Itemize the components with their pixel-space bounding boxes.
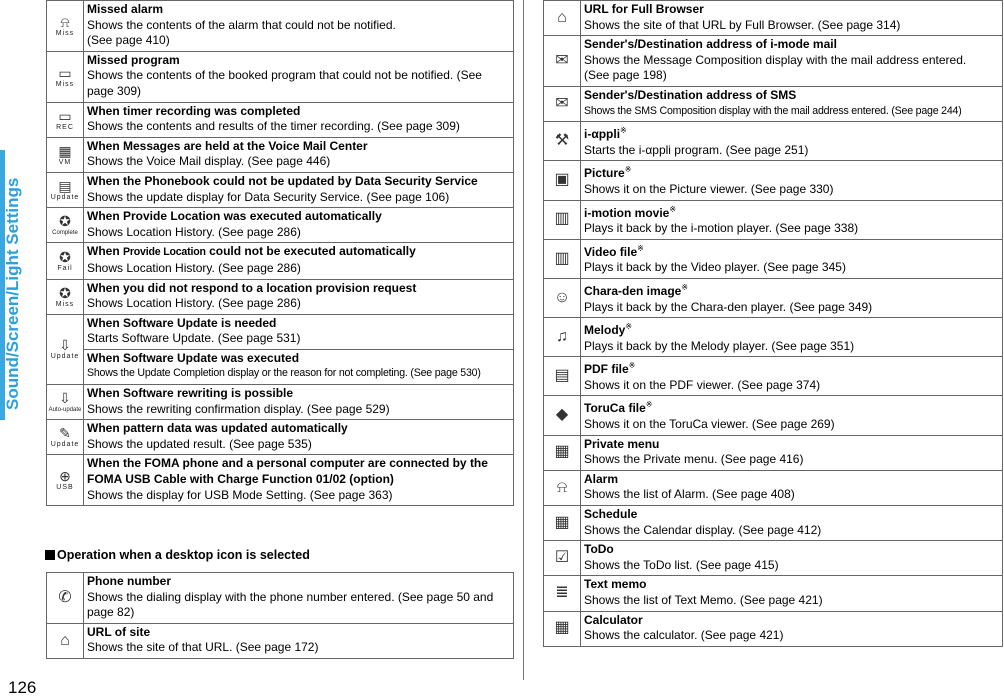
entry-description: Starts the i-αppli program. (See page 251) xyxy=(584,142,809,157)
entry-title-part: When xyxy=(87,244,123,259)
entry-title-text: Video file xyxy=(584,244,638,259)
section-bullet-icon xyxy=(45,550,55,560)
full-browser-icon: ⌂ xyxy=(557,8,567,26)
icon-cell xyxy=(47,51,84,102)
entry-description: Shows the Update Completion display or the reason for not completing. (See page 530) xyxy=(87,367,481,380)
table-row xyxy=(544,86,1003,121)
icon-cell xyxy=(544,318,581,357)
note-mark: ※ xyxy=(620,126,627,136)
entry-text xyxy=(581,435,1003,470)
table-row xyxy=(47,623,514,658)
entry-title xyxy=(584,542,999,558)
side-tab xyxy=(0,0,28,698)
private-menu-icon: ▦ xyxy=(554,443,570,461)
table-row xyxy=(544,470,1003,505)
entry-title xyxy=(584,319,999,339)
schedule-icon: ▦ xyxy=(554,513,570,531)
table-row xyxy=(47,420,514,455)
entry-title xyxy=(87,625,510,641)
entry-title-text: Schedule xyxy=(584,507,638,522)
entry-text xyxy=(581,86,1003,121)
entry-text xyxy=(581,576,1003,611)
entry-description: Plays it back by the Chara-den player. (See page 349) xyxy=(584,299,873,314)
page-number: 126 xyxy=(8,678,37,697)
toruca-icon: ◆ xyxy=(555,406,569,424)
table-row xyxy=(544,239,1003,278)
entry-description: Plays it back by the Melody player. (See page 351) xyxy=(584,338,855,353)
table-row xyxy=(47,1,514,52)
entry-title-text: URL for Full Browser xyxy=(584,2,704,16)
icon-caption: VM xyxy=(58,158,72,166)
entry-text xyxy=(84,172,514,207)
entry-title xyxy=(87,2,510,18)
entry-title xyxy=(584,202,999,222)
table-row xyxy=(544,435,1003,470)
entry-description: Shows the update display for Data Security Service. (See page 106) xyxy=(87,189,450,204)
icon-cell xyxy=(544,470,581,505)
entry-text xyxy=(84,208,514,243)
table-row xyxy=(47,102,514,137)
entry-title-text: Melody xyxy=(584,323,626,338)
icon-cell xyxy=(544,36,581,87)
table-row xyxy=(544,36,1003,87)
entry-text xyxy=(84,385,514,420)
entry-text xyxy=(84,623,514,658)
icon-cell xyxy=(544,506,581,541)
note-mark: ※ xyxy=(628,361,636,371)
entry-title-text: Missed alarm xyxy=(87,2,164,16)
icon-cell xyxy=(544,122,581,161)
entry-description: Shows the display for USB Mode Setting. (See page 363) xyxy=(87,487,393,502)
icon-cell xyxy=(47,243,84,279)
entry-description: Shows the Message Composition display with the mail address entered. xyxy=(584,52,967,67)
location-fail-icon: ✪ xyxy=(59,248,71,265)
sms-icon: ✉ xyxy=(555,94,569,112)
entry-description: Shows the Voice Mail display. (See page 446) xyxy=(87,154,331,169)
entry-title xyxy=(87,386,510,402)
table-row xyxy=(544,576,1003,611)
entry-title: When Software Update was executed xyxy=(87,350,300,365)
icon-caption: Miss xyxy=(55,300,75,308)
icon-cell xyxy=(544,396,581,435)
icon-caption: Auto-update xyxy=(48,407,82,414)
voicemail-icon: ▦ xyxy=(58,142,72,159)
entry-description: Shows the updated result. (See page 535) xyxy=(87,436,312,451)
icon-cell xyxy=(47,314,84,384)
entry-title-text: Phone number xyxy=(87,574,172,588)
entry-title-text: Text memo xyxy=(584,577,647,592)
melody-icon: ♫ xyxy=(556,327,568,345)
note-mark: ※ xyxy=(624,165,632,175)
phone-number-icon: ✆ xyxy=(58,588,72,606)
imode-mail-icon: ✉ xyxy=(555,51,569,69)
entry-description: Shows it on the ToruCa viewer. (See page 269) xyxy=(584,417,835,432)
entry-description: Shows the list of Text Memo. (See page 421) xyxy=(584,593,823,607)
entry-text xyxy=(84,455,514,506)
entry-title xyxy=(584,358,999,378)
desktop-icon-table-continued xyxy=(543,0,1003,647)
entry-description: Shows the site of that URL. (See page 172) xyxy=(87,640,319,655)
entry-text xyxy=(581,541,1003,576)
entry-text xyxy=(581,239,1003,278)
entry-title-text: When the Phonebook could not be updated by Data Security Service xyxy=(87,173,478,188)
entry-description: Shows the contents of the alarm that could not be notified. xyxy=(87,17,396,32)
entry-title xyxy=(584,472,999,488)
entry-text xyxy=(581,161,1003,200)
entry-description: Plays it back by the i-motion player. (See page 338) xyxy=(584,221,859,236)
icon-cell xyxy=(47,623,84,658)
icon-caption: USB xyxy=(56,484,74,492)
entry-title-text: Calculator xyxy=(584,612,643,627)
usb-icon: ⊕ xyxy=(59,468,71,485)
entry-text xyxy=(581,611,1003,646)
entry-title xyxy=(87,281,510,297)
icon-cell xyxy=(47,573,84,624)
icon-cell xyxy=(544,357,581,396)
icon-cell xyxy=(47,1,84,52)
entry-title-text: Missed program xyxy=(87,52,180,67)
section-title: Operation when a desktop icon is selected xyxy=(57,548,310,562)
icon-cell xyxy=(544,611,581,646)
icon-caption: Miss xyxy=(55,80,75,88)
location-complete-icon: ✪ xyxy=(59,213,71,230)
entry-text xyxy=(581,506,1003,541)
entry-title xyxy=(584,280,999,300)
icon-caption: Miss xyxy=(55,29,75,37)
icon-cell xyxy=(47,279,84,314)
entry-title xyxy=(584,577,999,593)
software-update-icon: ⇩ xyxy=(59,337,71,354)
icon-caption: Update xyxy=(50,353,80,361)
table-row xyxy=(544,161,1003,200)
notification-table xyxy=(46,0,514,506)
entry-text xyxy=(84,573,514,624)
icon-cell xyxy=(47,102,84,137)
entry-title xyxy=(87,244,510,261)
table-row xyxy=(544,611,1003,646)
table-row xyxy=(47,279,514,314)
icon-cell xyxy=(47,385,84,420)
entry-title xyxy=(584,123,999,143)
column-divider xyxy=(523,0,524,680)
entry-text xyxy=(581,122,1003,161)
entry-description: Shows the Private menu. (See page 416) xyxy=(584,452,804,467)
entry-title-text: When Provide Location was executed automatically xyxy=(87,209,382,224)
entry-text xyxy=(84,243,514,279)
entry-text xyxy=(84,102,514,137)
entry-title-part: could not be executed automatically xyxy=(205,244,416,259)
entry-title-text: When you did not respond to a location provision request xyxy=(87,280,417,295)
iappli-icon: ⚒ xyxy=(554,131,570,149)
entry-title-text: When Messages are held at the Voice Mail Center xyxy=(87,138,368,153)
entry-title xyxy=(87,456,510,487)
entry-description: Shows the Calendar display. (See page 412) xyxy=(584,522,822,537)
table-row xyxy=(544,200,1003,239)
entry-title-part: Provide Location xyxy=(123,246,206,259)
entry-title xyxy=(87,421,510,437)
entry-title-text: Chara-den image xyxy=(584,283,682,298)
table-row xyxy=(544,1,1003,36)
entry-description-cont: (See page 410) xyxy=(87,33,170,48)
entry-text xyxy=(581,396,1003,435)
picture-icon: ▣ xyxy=(554,171,570,189)
icon-cell xyxy=(544,200,581,239)
table-row xyxy=(47,349,514,384)
table-row xyxy=(47,137,514,172)
entry-description: Shows the site of that URL by Full Browser. (See page 314) xyxy=(584,17,901,32)
entry-text xyxy=(84,420,514,455)
icon-cell xyxy=(544,278,581,317)
todo-icon: ☑ xyxy=(554,549,570,567)
entry-title xyxy=(584,613,999,629)
table-row xyxy=(544,506,1003,541)
entry-text xyxy=(581,357,1003,396)
table-row xyxy=(544,541,1003,576)
table-row xyxy=(544,122,1003,161)
entry-description: Shows the contents of the booked program that could not be notified. (See page 309) xyxy=(87,68,482,98)
entry-title xyxy=(584,162,999,182)
entry-title-text: When pattern data was updated automatically xyxy=(87,421,348,436)
entry-title xyxy=(584,37,999,53)
entry-description: Shows the list of Alarm. (See page 408) xyxy=(584,487,795,502)
entry-text xyxy=(581,470,1003,505)
pattern-update-icon: ✎ xyxy=(59,425,71,442)
table-row xyxy=(47,208,514,243)
text-memo-icon: ≣ xyxy=(555,584,569,602)
icon-caption: Update xyxy=(50,441,80,449)
entry-text xyxy=(84,1,514,52)
entry-description: Shows it on the PDF viewer. (See page 374) xyxy=(584,377,821,392)
entry-text xyxy=(84,137,514,172)
entry-title-text: When timer recording was completed xyxy=(87,103,301,118)
entry-description: Plays it back by the Video player. (See page 345) xyxy=(584,260,846,275)
auto-update-icon: ⇩ xyxy=(59,390,71,407)
table-row xyxy=(47,573,514,624)
url-icon: ⌂ xyxy=(60,631,70,649)
entry-description: Shows the ToDo list. (See page 415) xyxy=(584,557,779,572)
icon-cell xyxy=(544,435,581,470)
entry-title xyxy=(584,88,999,104)
table-row xyxy=(544,357,1003,396)
entry-text xyxy=(581,1,1003,36)
entry-title xyxy=(584,241,999,261)
entry-text xyxy=(84,314,514,349)
entry-title xyxy=(87,139,510,155)
video-icon: ▥ xyxy=(554,249,570,267)
section-heading xyxy=(45,548,310,562)
entry-title-text: ToruCa file xyxy=(584,401,646,416)
note-mark: ※ xyxy=(637,243,644,253)
icon-cell xyxy=(544,541,581,576)
table-row xyxy=(544,318,1003,357)
recording-icon: ▭ xyxy=(58,107,72,124)
note-mark: ※ xyxy=(645,400,653,410)
entry-description: Shows Location History. (See page 286) xyxy=(87,296,301,311)
icon-cell xyxy=(47,137,84,172)
note-mark: ※ xyxy=(625,322,633,332)
icon-cell xyxy=(47,208,84,243)
side-tab-label: Sound/Screen/Light Settings xyxy=(3,177,22,410)
entry-title-text: Private menu xyxy=(584,436,660,451)
entry-text xyxy=(84,349,514,384)
icon-caption: REC xyxy=(56,123,74,131)
entry-title xyxy=(87,53,510,69)
entry-title-text: Sender's/Destination address of i-mode mail xyxy=(584,37,837,52)
entry-title-text: ToDo xyxy=(584,542,614,557)
entry-title-text: PDF file xyxy=(584,362,629,377)
tv-program-icon: ▭ xyxy=(58,64,72,81)
entry-title-text: Picture xyxy=(584,166,625,181)
entry-text xyxy=(84,279,514,314)
table-row xyxy=(47,385,514,420)
chara-den-icon: ☺ xyxy=(553,288,571,306)
entry-title-text: Sender's/Destination address of SMS xyxy=(584,87,797,102)
entry-title xyxy=(584,437,999,453)
location-miss-icon: ✪ xyxy=(59,284,71,301)
entry-title-text: When the FOMA phone and a personal computer are connected by the FOMA USB Cable with Charge Function 01/02 (option) xyxy=(87,456,488,487)
icon-cell xyxy=(544,86,581,121)
note-mark: ※ xyxy=(681,282,689,292)
table-row xyxy=(47,243,514,279)
entry-title-text: i-αppli xyxy=(584,127,621,142)
alarm-bell-icon: ⍾ xyxy=(60,13,70,30)
entry-title-text: When Software rewriting is possible xyxy=(87,386,294,401)
entry-text xyxy=(581,36,1003,87)
icon-cell xyxy=(544,1,581,36)
imotion-icon: ▥ xyxy=(554,210,570,228)
table-row xyxy=(47,314,514,349)
entry-title-text: URL of site xyxy=(87,624,151,639)
entry-description: Shows it on the Picture viewer. (See page 330) xyxy=(584,181,834,196)
entry-text xyxy=(581,318,1003,357)
desktop-icon-table xyxy=(46,572,514,659)
phonebook-icon: ▤ xyxy=(58,178,72,195)
table-row xyxy=(47,172,514,207)
entry-description: Starts Software Update. (See page 531) xyxy=(87,331,301,346)
entry-description: Shows Location History. (See page 286) xyxy=(87,260,301,275)
entry-description: Shows Location History. (See page 286) xyxy=(87,224,301,239)
entry-title xyxy=(584,2,999,18)
table-row xyxy=(47,51,514,102)
entry-title xyxy=(87,574,510,590)
entry-text xyxy=(581,200,1003,239)
table-row xyxy=(544,278,1003,317)
entry-title: When Software Update is needed xyxy=(87,315,277,330)
entry-text xyxy=(84,51,514,102)
entry-title xyxy=(87,104,510,120)
entry-title xyxy=(584,507,999,523)
icon-cell xyxy=(544,576,581,611)
entry-description: Shows the rewriting confirmation display. (See page 529) xyxy=(87,401,390,416)
entry-description: Shows the SMS Composition display with the mail address entered. (See page 244) xyxy=(584,104,962,117)
entry-title-text: Alarm xyxy=(584,471,619,486)
icon-caption: Complete xyxy=(52,230,78,237)
entry-title-text: i-motion movie xyxy=(584,205,670,220)
icon-cell xyxy=(47,455,84,506)
entry-description: Shows the contents and results of the timer recording. (See page 309) xyxy=(87,119,460,134)
entry-title xyxy=(584,397,999,417)
entry-description-cont: (See page 198) xyxy=(584,68,667,83)
note-mark: ※ xyxy=(669,204,677,214)
icon-cell xyxy=(47,172,84,207)
entry-description: Shows the dialing display with the phone number entered. (See page 50 and page 82) xyxy=(87,589,494,620)
calculator-icon: ▦ xyxy=(554,619,570,637)
table-row xyxy=(544,396,1003,435)
pdf-icon: ▤ xyxy=(554,367,570,385)
icon-cell xyxy=(47,420,84,455)
entry-title xyxy=(87,174,510,190)
entry-description: Shows the calculator. (See page 421) xyxy=(584,628,784,643)
icon-cell xyxy=(544,161,581,200)
entry-title xyxy=(87,209,510,225)
icon-caption: Update xyxy=(50,194,80,202)
alarm-icon: ⍾ xyxy=(556,478,568,496)
table-row xyxy=(47,455,514,506)
icon-caption: Fail xyxy=(57,264,73,272)
entry-text xyxy=(581,278,1003,317)
icon-cell xyxy=(544,239,581,278)
